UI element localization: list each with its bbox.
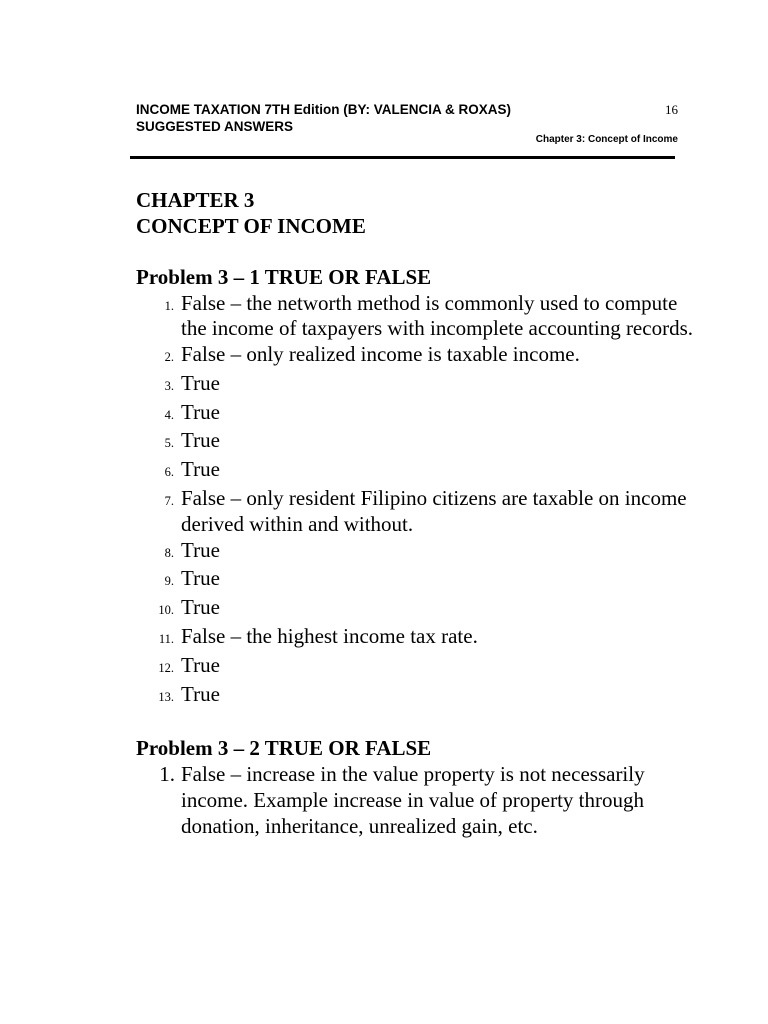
answer-item bbox=[136, 457, 696, 486]
answer-number bbox=[136, 627, 181, 653]
chapter-title: CONCEPT OF INCOME bbox=[136, 213, 366, 238]
answer-text: True bbox=[181, 370, 220, 395]
answer-number-text: 10. bbox=[158, 603, 174, 618]
document-body bbox=[136, 188, 696, 839]
answer-number-text: 8. bbox=[164, 545, 174, 560]
answer-item bbox=[136, 566, 696, 595]
header-subtitle: SUGGESTED ANSWERS bbox=[136, 119, 294, 134]
answer-text: True bbox=[181, 457, 220, 482]
answer-text: False – only resident Filipino citizens are taxable on income derived within and without. bbox=[181, 486, 687, 536]
answer-number-text: 4. bbox=[164, 407, 174, 422]
answer-item bbox=[136, 624, 696, 653]
answer-item bbox=[136, 428, 696, 457]
answer-item bbox=[136, 371, 696, 400]
answer-number-text: 13. bbox=[158, 689, 174, 704]
answer-text: False – increase in the value property is not necessarily income. Example increase in value of property through donation, inheritance, unrealized gain, etc. bbox=[181, 761, 645, 838]
answer-number bbox=[136, 598, 181, 624]
answer-number bbox=[136, 374, 181, 400]
header-book-title: INCOME TAXATION 7TH Edition (BY: VALENCIA & ROXAS) bbox=[136, 102, 511, 117]
answer-item bbox=[136, 486, 696, 538]
answer-text: True bbox=[181, 681, 220, 706]
answer-item bbox=[136, 342, 696, 371]
answer-item bbox=[136, 682, 696, 711]
problem-2-answer-list bbox=[136, 762, 696, 839]
answer-text: True bbox=[181, 537, 220, 562]
answer-number-text: 7. bbox=[164, 494, 174, 509]
answer-number-text: 11. bbox=[158, 632, 174, 647]
spacer bbox=[136, 710, 696, 736]
answer-item bbox=[136, 653, 696, 682]
answer-number bbox=[136, 431, 181, 457]
answer-text: False – only realized income is taxable income. bbox=[181, 342, 580, 367]
answer-text: True bbox=[181, 595, 220, 620]
answer-number-text: 9. bbox=[164, 574, 174, 589]
answer-number-text: 2. bbox=[164, 350, 174, 365]
answer-number bbox=[136, 489, 181, 515]
problem-2-heading: Problem 3 – 2 TRUE OR FALSE bbox=[136, 736, 432, 761]
answer-number-text: 12. bbox=[158, 660, 174, 675]
answer-number-text: 1. bbox=[164, 298, 174, 313]
answer-number-text: 6. bbox=[164, 465, 174, 480]
answer-text: True bbox=[181, 399, 220, 424]
answer-item bbox=[136, 400, 696, 429]
answer-number bbox=[136, 541, 181, 567]
answer-number-text: 1. bbox=[159, 761, 175, 786]
answer-text: False – the highest income tax rate. bbox=[181, 624, 478, 649]
answer-item bbox=[136, 762, 696, 839]
answer-number bbox=[136, 403, 181, 429]
answer-item bbox=[136, 538, 696, 567]
answer-number bbox=[136, 656, 181, 682]
answer-item bbox=[136, 595, 696, 624]
problem-1-heading: Problem 3 – 1 TRUE OR FALSE bbox=[136, 265, 432, 289]
answer-text: True bbox=[181, 652, 220, 677]
answer-text: False – the networth method is commonly used to compute the income of taxpayers with incomplete accounting records. bbox=[181, 290, 693, 341]
answer-text: True bbox=[181, 428, 220, 453]
answer-number bbox=[136, 762, 181, 788]
chapter-number: CHAPTER 3 bbox=[136, 188, 255, 212]
problem-1-answer-list bbox=[136, 291, 696, 711]
answer-number bbox=[136, 294, 181, 320]
answer-number bbox=[136, 345, 181, 371]
answer-number-text: 5. bbox=[164, 436, 174, 451]
answer-number bbox=[136, 460, 181, 486]
answer-number bbox=[136, 685, 181, 711]
answer-item bbox=[136, 291, 696, 343]
page-number: 16 bbox=[665, 102, 678, 117]
spacer bbox=[136, 239, 696, 265]
answer-text: True bbox=[181, 566, 220, 591]
header-chapter-label: Chapter 3: Concept of Income bbox=[535, 134, 678, 145]
answer-number bbox=[136, 569, 181, 595]
header-divider bbox=[130, 156, 675, 159]
answer-number-text: 3. bbox=[164, 378, 174, 393]
